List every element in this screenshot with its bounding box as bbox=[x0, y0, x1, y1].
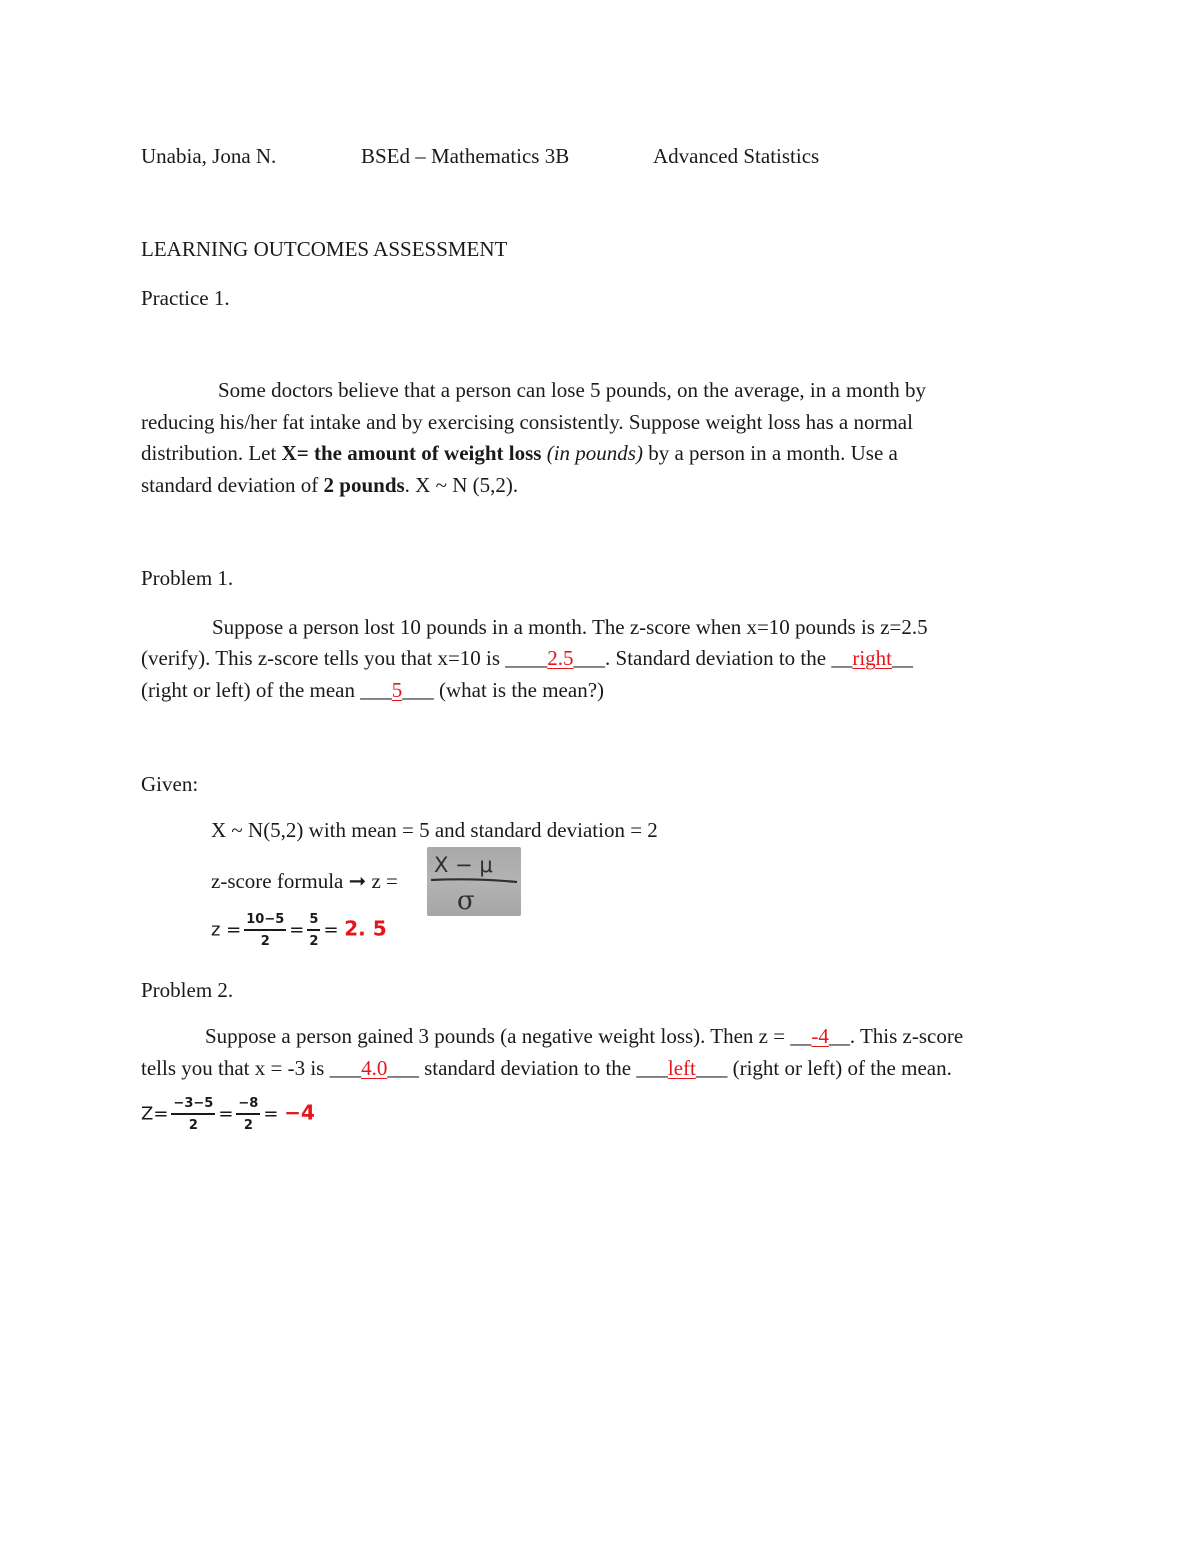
problem1-text: (verify). This z-score tells you that x=10 is ____ bbox=[141, 646, 548, 670]
page-title: LEARNING OUTCOMES ASSESSMENT bbox=[141, 237, 508, 261]
zscore-result: 2. 5 bbox=[344, 916, 387, 941]
fraction-numerator: 5 bbox=[307, 912, 320, 931]
problem2-line-1 bbox=[205, 1021, 963, 1052]
practice-line-3 bbox=[141, 438, 898, 469]
answer-z-value: 2.5 bbox=[547, 646, 574, 670]
fraction-denominator: 2 bbox=[243, 1118, 253, 1133]
header-subject: Advanced Statistics bbox=[653, 144, 820, 168]
problem1-line-3 bbox=[141, 675, 604, 706]
handwritten-formula-photo bbox=[427, 847, 521, 916]
fraction-numerator: 10−5 bbox=[244, 912, 286, 931]
fraction bbox=[171, 1096, 215, 1133]
problem1-text: ___. Standard deviation to the __ bbox=[573, 646, 853, 670]
problem2-text: __. This z-score bbox=[828, 1024, 964, 1048]
fraction-denominator: 2 bbox=[188, 1118, 198, 1133]
problem1-text: ___ (what is the mean?) bbox=[402, 678, 605, 702]
problem1-text: __ bbox=[892, 646, 914, 670]
fraction-bar bbox=[431, 879, 517, 882]
answer-std-devs: 4.0 bbox=[361, 1056, 388, 1080]
fraction-denominator: 2 bbox=[260, 934, 270, 949]
variable-definition: X= the amount of weight loss bbox=[281, 441, 542, 465]
practice-line-4 bbox=[141, 470, 518, 501]
equals: = bbox=[323, 919, 339, 941]
problem1-label: Problem 1. bbox=[141, 566, 234, 590]
fraction-numerator: −3−5 bbox=[171, 1096, 215, 1115]
problem2-text: ___ (right or left) of the mean. bbox=[695, 1056, 952, 1080]
formula-numerator: X − μ bbox=[434, 853, 493, 877]
fraction bbox=[307, 912, 320, 949]
practice-text: distribution. Let bbox=[141, 441, 282, 465]
fraction-numerator: −8 bbox=[236, 1096, 260, 1115]
practice-line-1: Some doctors believe that a person can lose 5 pounds, on the average, in a month by bbox=[218, 378, 926, 402]
practice-line-2: reducing his/her fat intake and by exercising consistently. Suppose weight loss has a normal bbox=[141, 410, 913, 434]
given-distribution: X ~ N(5,2) with mean = 5 and standard deviation = 2 bbox=[211, 818, 658, 842]
problem1-line-2 bbox=[141, 643, 913, 674]
answer-z-value: -4 bbox=[811, 1024, 829, 1048]
formula-denominator: σ bbox=[457, 886, 475, 916]
answer-mean: 5 bbox=[391, 678, 403, 702]
zscore-calculation bbox=[211, 912, 387, 949]
equals: = bbox=[289, 919, 305, 941]
fraction bbox=[236, 1096, 260, 1133]
answer-direction: left bbox=[667, 1056, 696, 1080]
fraction-denominator: 2 bbox=[309, 934, 319, 949]
problem2-text: tells you that x = -3 is ___ bbox=[141, 1056, 362, 1080]
problem1-text: (right or left) of the mean ___ bbox=[141, 678, 392, 702]
problem2-text: ___ standard deviation to the ___ bbox=[387, 1056, 668, 1080]
zscore-result: −4 bbox=[284, 1100, 315, 1125]
problem2-text: Suppose a person gained 3 pounds (a negative weight loss). Then z = __ bbox=[205, 1024, 812, 1048]
practice-text: standard deviation of bbox=[141, 473, 324, 497]
problem2-label: Problem 2. bbox=[141, 978, 234, 1002]
problem2-calculation bbox=[141, 1096, 315, 1133]
header-name: Unabia, Jona N. bbox=[141, 144, 277, 168]
answer-direction: right bbox=[852, 646, 893, 670]
zscore-formula-label: z-score formula ➞ z = bbox=[211, 869, 398, 893]
practice-text: by a person in a month. Use a bbox=[642, 441, 898, 465]
equals: = bbox=[218, 1103, 234, 1125]
practice-text: . X ~ N (5,2). bbox=[404, 473, 519, 497]
fraction bbox=[244, 912, 286, 949]
problem2-line-2 bbox=[141, 1053, 952, 1084]
given-label: Given: bbox=[141, 772, 199, 796]
problem1-line-1: Suppose a person lost 10 pounds in a month. The z-score when x=10 pounds is z=2.5 bbox=[212, 615, 928, 639]
std-dev-value: 2 pounds bbox=[323, 473, 405, 497]
unit-note: (in pounds) bbox=[546, 441, 643, 465]
z-prefix: z = bbox=[211, 919, 242, 941]
formula-sketch bbox=[427, 847, 521, 916]
z-prefix: Z= bbox=[141, 1103, 169, 1125]
header-course: BSEd – Mathematics 3B bbox=[361, 144, 570, 168]
practice-label: Practice 1. bbox=[141, 286, 230, 310]
equals: = bbox=[263, 1103, 279, 1125]
